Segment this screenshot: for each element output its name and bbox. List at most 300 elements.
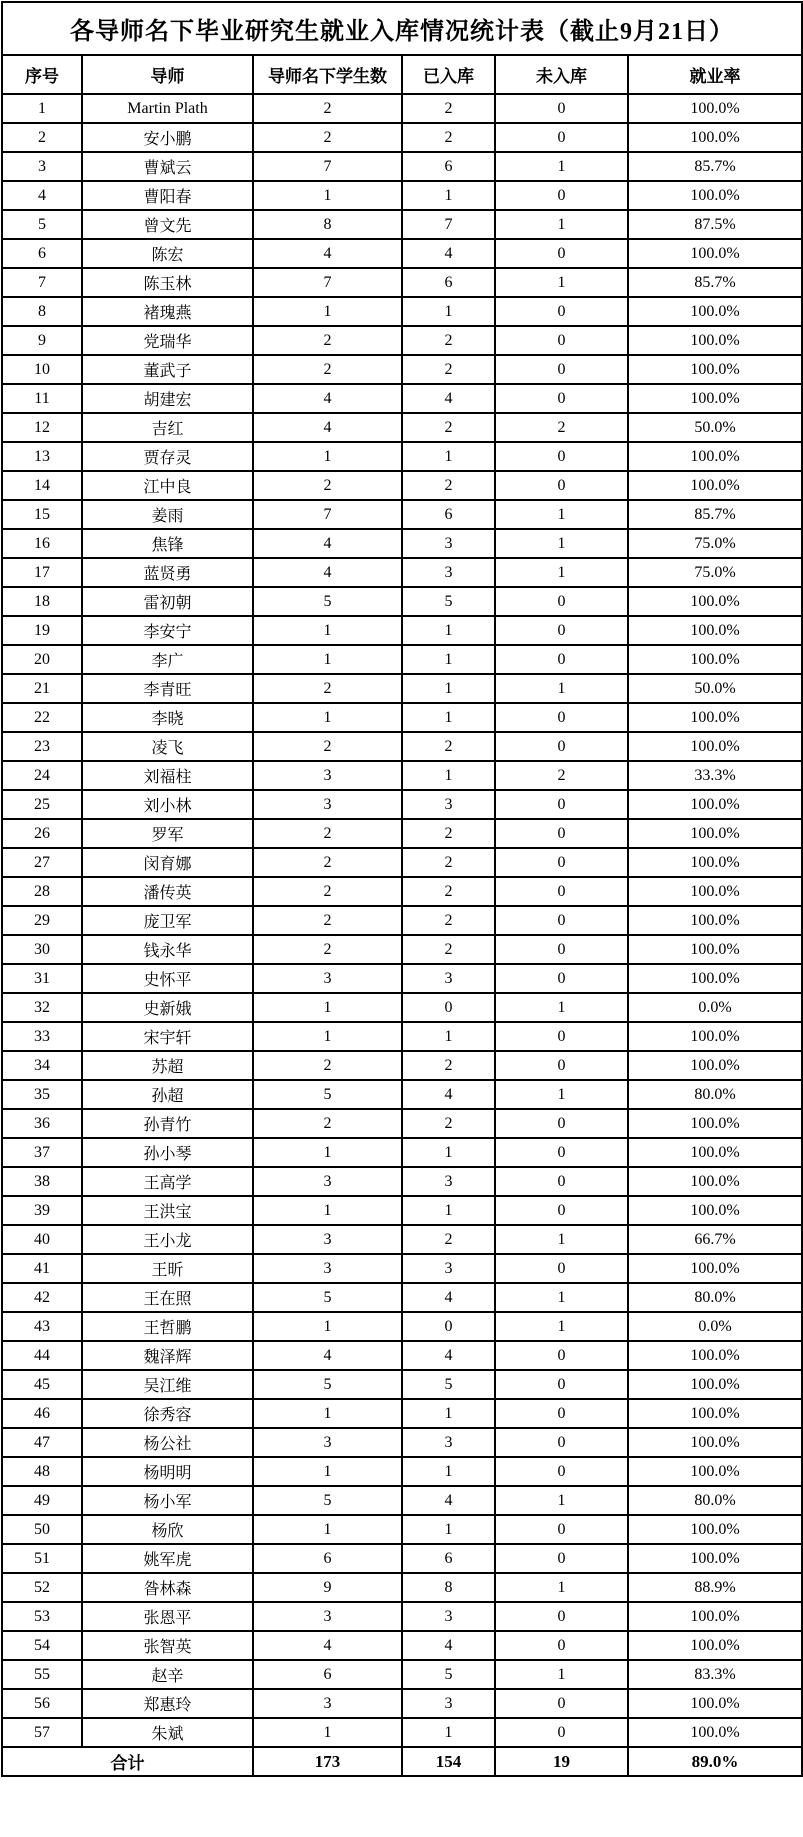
header-row bbox=[2, 55, 802, 94]
registered-count: 3 bbox=[402, 1254, 495, 1283]
student-count: 3 bbox=[253, 1428, 402, 1457]
registered-count: 1 bbox=[402, 703, 495, 732]
unregistered-count: 2 bbox=[495, 761, 628, 790]
registered-count: 1 bbox=[402, 1457, 495, 1486]
table-row bbox=[2, 1341, 802, 1370]
employment-rate: 100.0% bbox=[628, 1631, 802, 1660]
employment-rate: 75.0% bbox=[628, 529, 802, 558]
row-index: 45 bbox=[2, 1370, 82, 1399]
unregistered-count: 1 bbox=[495, 993, 628, 1022]
column-header-unregistered: 未入库 bbox=[495, 55, 628, 94]
student-count: 3 bbox=[253, 1602, 402, 1631]
student-count: 3 bbox=[253, 790, 402, 819]
supervisor-name: 史怀平 bbox=[82, 964, 253, 993]
supervisor-name: 杨欣 bbox=[82, 1515, 253, 1544]
student-count: 2 bbox=[253, 1051, 402, 1080]
supervisor-name: 安小鹏 bbox=[82, 123, 253, 152]
unregistered-count: 0 bbox=[495, 587, 628, 616]
employment-rate: 85.7% bbox=[628, 500, 802, 529]
row-index: 11 bbox=[2, 384, 82, 413]
unregistered-count: 0 bbox=[495, 906, 628, 935]
row-index: 53 bbox=[2, 1602, 82, 1631]
supervisor-name: 苏超 bbox=[82, 1051, 253, 1080]
supervisor-name: 刘福柱 bbox=[82, 761, 253, 790]
registered-count: 1 bbox=[402, 442, 495, 471]
supervisor-name: 郑惠玲 bbox=[82, 1689, 253, 1718]
supervisor-name: 孙小琴 bbox=[82, 1138, 253, 1167]
employment-rate: 100.0% bbox=[628, 906, 802, 935]
supervisor-name: 徐秀容 bbox=[82, 1399, 253, 1428]
employment-rate: 100.0% bbox=[628, 1399, 802, 1428]
unregistered-count: 1 bbox=[495, 1080, 628, 1109]
employment-rate: 100.0% bbox=[628, 645, 802, 674]
student-count: 2 bbox=[253, 819, 402, 848]
supervisor-name: 张恩平 bbox=[82, 1602, 253, 1631]
student-count: 3 bbox=[253, 1167, 402, 1196]
row-index: 55 bbox=[2, 1660, 82, 1689]
supervisor-name: Martin Plath bbox=[82, 94, 253, 123]
registered-count: 4 bbox=[402, 1631, 495, 1660]
table-row bbox=[2, 732, 802, 761]
table-row bbox=[2, 1312, 802, 1341]
unregistered-count: 1 bbox=[495, 1486, 628, 1515]
registered-count: 2 bbox=[402, 819, 495, 848]
unregistered-count: 0 bbox=[495, 442, 628, 471]
row-index: 22 bbox=[2, 703, 82, 732]
student-count: 3 bbox=[253, 1225, 402, 1254]
unregistered-count: 1 bbox=[495, 500, 628, 529]
registered-count: 2 bbox=[402, 1109, 495, 1138]
student-count: 2 bbox=[253, 906, 402, 935]
registered-count: 1 bbox=[402, 674, 495, 703]
student-count: 4 bbox=[253, 529, 402, 558]
unregistered-count: 0 bbox=[495, 1254, 628, 1283]
supervisor-name: 李青旺 bbox=[82, 674, 253, 703]
row-index: 14 bbox=[2, 471, 82, 500]
row-index: 24 bbox=[2, 761, 82, 790]
supervisor-name: 王哲鹏 bbox=[82, 1312, 253, 1341]
student-count: 2 bbox=[253, 732, 402, 761]
registered-count: 0 bbox=[402, 1312, 495, 1341]
table-row bbox=[2, 1428, 802, 1457]
unregistered-count: 0 bbox=[495, 790, 628, 819]
student-count: 4 bbox=[253, 1631, 402, 1660]
employment-rate: 83.3% bbox=[628, 1660, 802, 1689]
row-index: 36 bbox=[2, 1109, 82, 1138]
unregistered-count: 0 bbox=[495, 94, 628, 123]
student-count: 2 bbox=[253, 848, 402, 877]
employment-rate: 100.0% bbox=[628, 1544, 802, 1573]
supervisor-name: 陈玉林 bbox=[82, 268, 253, 297]
row-index: 43 bbox=[2, 1312, 82, 1341]
row-index: 46 bbox=[2, 1399, 82, 1428]
supervisor-name: 王小龙 bbox=[82, 1225, 253, 1254]
employment-rate: 100.0% bbox=[628, 239, 802, 268]
supervisor-name: 江中良 bbox=[82, 471, 253, 500]
row-index: 38 bbox=[2, 1167, 82, 1196]
employment-stats-table bbox=[1, 1, 803, 1777]
row-index: 37 bbox=[2, 1138, 82, 1167]
table-row bbox=[2, 587, 802, 616]
student-count: 8 bbox=[253, 210, 402, 239]
student-count: 7 bbox=[253, 268, 402, 297]
student-count: 1 bbox=[253, 1022, 402, 1051]
table-row bbox=[2, 1573, 802, 1602]
column-header-employment-rate: 就业率 bbox=[628, 55, 802, 94]
employment-rate: 100.0% bbox=[628, 1341, 802, 1370]
student-count: 2 bbox=[253, 123, 402, 152]
unregistered-count: 0 bbox=[495, 1109, 628, 1138]
employment-rate: 100.0% bbox=[628, 1457, 802, 1486]
supervisor-name: 陈宏 bbox=[82, 239, 253, 268]
employment-rate: 100.0% bbox=[628, 1718, 802, 1747]
table-row bbox=[2, 1602, 802, 1631]
registered-count: 1 bbox=[402, 1399, 495, 1428]
student-count: 5 bbox=[253, 587, 402, 616]
row-index: 47 bbox=[2, 1428, 82, 1457]
unregistered-count: 1 bbox=[495, 529, 628, 558]
row-index: 12 bbox=[2, 413, 82, 442]
supervisor-name: 吉红 bbox=[82, 413, 253, 442]
unregistered-count: 0 bbox=[495, 1631, 628, 1660]
table-row bbox=[2, 1486, 802, 1515]
registered-count: 1 bbox=[402, 761, 495, 790]
supervisor-name: 刘小林 bbox=[82, 790, 253, 819]
supervisor-name: 王洪宝 bbox=[82, 1196, 253, 1225]
total-unregistered-count: 19 bbox=[495, 1747, 628, 1776]
supervisor-name: 史新娥 bbox=[82, 993, 253, 1022]
table-row bbox=[2, 703, 802, 732]
table-row bbox=[2, 1022, 802, 1051]
unregistered-count: 0 bbox=[495, 1022, 628, 1051]
unregistered-count: 0 bbox=[495, 1718, 628, 1747]
student-count: 1 bbox=[253, 1399, 402, 1428]
student-count: 3 bbox=[253, 1689, 402, 1718]
student-count: 1 bbox=[253, 442, 402, 471]
unregistered-count: 0 bbox=[495, 1341, 628, 1370]
employment-rate: 50.0% bbox=[628, 674, 802, 703]
registered-count: 4 bbox=[402, 1341, 495, 1370]
supervisor-name: 曾文先 bbox=[82, 210, 253, 239]
supervisor-name: 贾存灵 bbox=[82, 442, 253, 471]
employment-rate: 100.0% bbox=[628, 732, 802, 761]
row-index: 19 bbox=[2, 616, 82, 645]
employment-rate: 33.3% bbox=[628, 761, 802, 790]
employment-rate: 88.9% bbox=[628, 1573, 802, 1602]
employment-rate: 100.0% bbox=[628, 1109, 802, 1138]
unregistered-count: 0 bbox=[495, 1399, 628, 1428]
student-count: 2 bbox=[253, 1109, 402, 1138]
unregistered-count: 1 bbox=[495, 558, 628, 587]
table-row bbox=[2, 674, 802, 703]
row-index: 26 bbox=[2, 819, 82, 848]
unregistered-count: 0 bbox=[495, 877, 628, 906]
student-count: 1 bbox=[253, 616, 402, 645]
supervisor-name: 杨小军 bbox=[82, 1486, 253, 1515]
student-count: 3 bbox=[253, 761, 402, 790]
unregistered-count: 0 bbox=[495, 239, 628, 268]
student-count: 4 bbox=[253, 1341, 402, 1370]
supervisor-name: 吴江维 bbox=[82, 1370, 253, 1399]
supervisor-name: 朱斌 bbox=[82, 1718, 253, 1747]
student-count: 4 bbox=[253, 558, 402, 587]
employment-rate: 100.0% bbox=[628, 1428, 802, 1457]
total-registered-count: 154 bbox=[402, 1747, 495, 1776]
supervisor-name: 魏泽辉 bbox=[82, 1341, 253, 1370]
table-row bbox=[2, 819, 802, 848]
row-index: 40 bbox=[2, 1225, 82, 1254]
row-index: 41 bbox=[2, 1254, 82, 1283]
employment-rate: 75.0% bbox=[628, 558, 802, 587]
unregistered-count: 0 bbox=[495, 1370, 628, 1399]
supervisor-name: 王在照 bbox=[82, 1283, 253, 1312]
row-index: 2 bbox=[2, 123, 82, 152]
supervisor-name: 焦锋 bbox=[82, 529, 253, 558]
registered-count: 2 bbox=[402, 848, 495, 877]
employment-rate: 100.0% bbox=[628, 355, 802, 384]
employment-rate: 100.0% bbox=[628, 1022, 802, 1051]
registered-count: 4 bbox=[402, 1486, 495, 1515]
registered-count: 3 bbox=[402, 1167, 495, 1196]
supervisor-name: 蓝贤勇 bbox=[82, 558, 253, 587]
registered-count: 4 bbox=[402, 1080, 495, 1109]
student-count: 1 bbox=[253, 645, 402, 674]
registered-count: 2 bbox=[402, 123, 495, 152]
unregistered-count: 0 bbox=[495, 123, 628, 152]
registered-count: 8 bbox=[402, 1573, 495, 1602]
table-row bbox=[2, 1225, 802, 1254]
row-index: 8 bbox=[2, 297, 82, 326]
table-row bbox=[2, 1515, 802, 1544]
table-row bbox=[2, 645, 802, 674]
unregistered-count: 1 bbox=[495, 1660, 628, 1689]
row-index: 48 bbox=[2, 1457, 82, 1486]
table-row bbox=[2, 848, 802, 877]
unregistered-count: 0 bbox=[495, 1689, 628, 1718]
supervisor-name: 庞卫军 bbox=[82, 906, 253, 935]
unregistered-count: 0 bbox=[495, 703, 628, 732]
unregistered-count: 0 bbox=[495, 297, 628, 326]
table-row bbox=[2, 1254, 802, 1283]
row-index: 27 bbox=[2, 848, 82, 877]
table-row bbox=[2, 616, 802, 645]
total-label: 合计 bbox=[2, 1747, 253, 1776]
registered-count: 4 bbox=[402, 384, 495, 413]
table-row bbox=[2, 906, 802, 935]
employment-rate: 100.0% bbox=[628, 297, 802, 326]
unregistered-count: 0 bbox=[495, 1051, 628, 1080]
unregistered-count: 0 bbox=[495, 1544, 628, 1573]
registered-count: 1 bbox=[402, 645, 495, 674]
student-count: 9 bbox=[253, 1573, 402, 1602]
registered-count: 2 bbox=[402, 326, 495, 355]
employment-rate: 100.0% bbox=[628, 1602, 802, 1631]
table-row bbox=[2, 471, 802, 500]
row-index: 15 bbox=[2, 500, 82, 529]
table-row bbox=[2, 1196, 802, 1225]
table-row bbox=[2, 94, 802, 123]
table-row bbox=[2, 964, 802, 993]
employment-rate: 100.0% bbox=[628, 935, 802, 964]
registered-count: 6 bbox=[402, 152, 495, 181]
student-count: 1 bbox=[253, 1515, 402, 1544]
row-index: 35 bbox=[2, 1080, 82, 1109]
unregistered-count: 1 bbox=[495, 1283, 628, 1312]
unregistered-count: 0 bbox=[495, 964, 628, 993]
employment-rate: 66.7% bbox=[628, 1225, 802, 1254]
student-count: 2 bbox=[253, 935, 402, 964]
page-title: 各导师名下毕业研究生就业入库情况统计表（截止9月21日） bbox=[2, 2, 802, 55]
row-index: 31 bbox=[2, 964, 82, 993]
registered-count: 2 bbox=[402, 1225, 495, 1254]
registered-count: 3 bbox=[402, 558, 495, 587]
table-row bbox=[2, 1631, 802, 1660]
total-row bbox=[2, 1747, 802, 1776]
unregistered-count: 0 bbox=[495, 326, 628, 355]
registered-count: 2 bbox=[402, 94, 495, 123]
row-index: 7 bbox=[2, 268, 82, 297]
employment-rate: 0.0% bbox=[628, 1312, 802, 1341]
supervisor-name: 李晓 bbox=[82, 703, 253, 732]
employment-rate: 85.7% bbox=[628, 152, 802, 181]
table-row bbox=[2, 1544, 802, 1573]
employment-rate: 87.5% bbox=[628, 210, 802, 239]
supervisor-name: 董武子 bbox=[82, 355, 253, 384]
employment-rate: 100.0% bbox=[628, 877, 802, 906]
row-index: 25 bbox=[2, 790, 82, 819]
row-index: 10 bbox=[2, 355, 82, 384]
registered-count: 6 bbox=[402, 1544, 495, 1573]
unregistered-count: 1 bbox=[495, 674, 628, 703]
student-count: 2 bbox=[253, 877, 402, 906]
student-count: 1 bbox=[253, 703, 402, 732]
row-index: 16 bbox=[2, 529, 82, 558]
employment-rate: 100.0% bbox=[628, 703, 802, 732]
table-row bbox=[2, 790, 802, 819]
row-index: 30 bbox=[2, 935, 82, 964]
column-header-supervisor: 导师 bbox=[82, 55, 253, 94]
registered-count: 6 bbox=[402, 500, 495, 529]
table-row bbox=[2, 181, 802, 210]
registered-count: 3 bbox=[402, 964, 495, 993]
unregistered-count: 0 bbox=[495, 1196, 628, 1225]
column-header-student-count: 导师名下学生数 bbox=[253, 55, 402, 94]
unregistered-count: 1 bbox=[495, 1225, 628, 1254]
employment-rate: 100.0% bbox=[628, 964, 802, 993]
employment-rate: 100.0% bbox=[628, 471, 802, 500]
unregistered-count: 0 bbox=[495, 181, 628, 210]
row-index: 28 bbox=[2, 877, 82, 906]
supervisor-name: 宋宇轩 bbox=[82, 1022, 253, 1051]
registered-count: 4 bbox=[402, 239, 495, 268]
table-row bbox=[2, 123, 802, 152]
registered-count: 2 bbox=[402, 906, 495, 935]
table-row bbox=[2, 1138, 802, 1167]
employment-rate: 100.0% bbox=[628, 616, 802, 645]
row-index: 5 bbox=[2, 210, 82, 239]
supervisor-name: 曹阳春 bbox=[82, 181, 253, 210]
employment-rate: 100.0% bbox=[628, 790, 802, 819]
unregistered-count: 0 bbox=[495, 1167, 628, 1196]
unregistered-count: 0 bbox=[495, 645, 628, 674]
column-header-registered: 已入库 bbox=[402, 55, 495, 94]
registered-count: 3 bbox=[402, 1689, 495, 1718]
unregistered-count: 0 bbox=[495, 1602, 628, 1631]
supervisor-name: 李广 bbox=[82, 645, 253, 674]
table-row bbox=[2, 529, 802, 558]
employment-rate: 100.0% bbox=[628, 848, 802, 877]
registered-count: 2 bbox=[402, 471, 495, 500]
registered-count: 2 bbox=[402, 355, 495, 384]
supervisor-name: 胡建宏 bbox=[82, 384, 253, 413]
unregistered-count: 2 bbox=[495, 413, 628, 442]
registered-count: 2 bbox=[402, 732, 495, 761]
supervisor-name: 杨明明 bbox=[82, 1457, 253, 1486]
student-count: 1 bbox=[253, 297, 402, 326]
student-count: 2 bbox=[253, 94, 402, 123]
supervisor-name: 褚瑰燕 bbox=[82, 297, 253, 326]
student-count: 1 bbox=[253, 1718, 402, 1747]
supervisor-name: 姚军虎 bbox=[82, 1544, 253, 1573]
table-row bbox=[2, 877, 802, 906]
total-student-count: 173 bbox=[253, 1747, 402, 1776]
row-index: 13 bbox=[2, 442, 82, 471]
student-count: 5 bbox=[253, 1283, 402, 1312]
table-row bbox=[2, 384, 802, 413]
row-index: 33 bbox=[2, 1022, 82, 1051]
table-row bbox=[2, 210, 802, 239]
student-count: 3 bbox=[253, 964, 402, 993]
table-row bbox=[2, 1109, 802, 1138]
row-index: 54 bbox=[2, 1631, 82, 1660]
row-index: 3 bbox=[2, 152, 82, 181]
registered-count: 2 bbox=[402, 1051, 495, 1080]
student-count: 5 bbox=[253, 1080, 402, 1109]
registered-count: 3 bbox=[402, 790, 495, 819]
unregistered-count: 0 bbox=[495, 1428, 628, 1457]
unregistered-count: 0 bbox=[495, 1515, 628, 1544]
row-index: 44 bbox=[2, 1341, 82, 1370]
registered-count: 7 bbox=[402, 210, 495, 239]
supervisor-name: 潘传英 bbox=[82, 877, 253, 906]
table-row bbox=[2, 1660, 802, 1689]
row-index: 49 bbox=[2, 1486, 82, 1515]
unregistered-count: 1 bbox=[495, 268, 628, 297]
registered-count: 4 bbox=[402, 1283, 495, 1312]
registered-count: 1 bbox=[402, 1515, 495, 1544]
table-row bbox=[2, 442, 802, 471]
employment-rate: 100.0% bbox=[628, 1138, 802, 1167]
table-row bbox=[2, 1080, 802, 1109]
employment-rate: 100.0% bbox=[628, 181, 802, 210]
row-index: 32 bbox=[2, 993, 82, 1022]
table-row bbox=[2, 1457, 802, 1486]
registered-count: 1 bbox=[402, 1138, 495, 1167]
row-index: 52 bbox=[2, 1573, 82, 1602]
student-count: 7 bbox=[253, 500, 402, 529]
employment-rate: 100.0% bbox=[628, 819, 802, 848]
employment-rate: 100.0% bbox=[628, 1051, 802, 1080]
employment-rate: 100.0% bbox=[628, 1515, 802, 1544]
supervisor-name: 王高学 bbox=[82, 1167, 253, 1196]
row-index: 4 bbox=[2, 181, 82, 210]
row-index: 21 bbox=[2, 674, 82, 703]
student-count: 5 bbox=[253, 1486, 402, 1515]
student-count: 7 bbox=[253, 152, 402, 181]
row-index: 42 bbox=[2, 1283, 82, 1312]
student-count: 2 bbox=[253, 326, 402, 355]
unregistered-count: 0 bbox=[495, 471, 628, 500]
